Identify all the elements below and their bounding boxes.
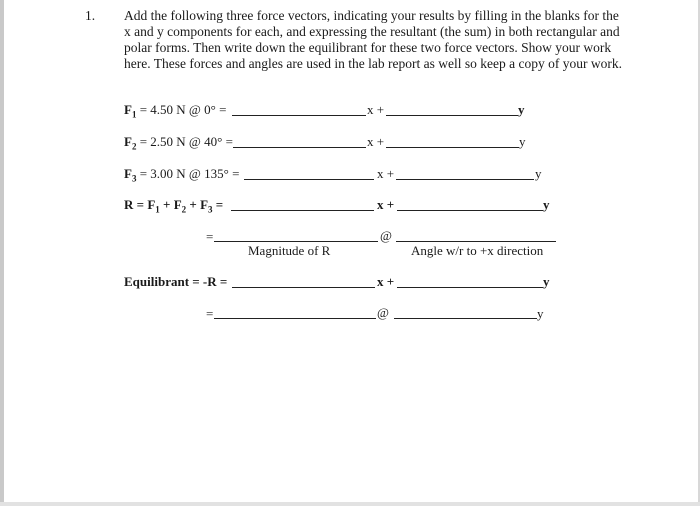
resultant-angle-blank[interactable] [396,241,556,242]
x-plus-label: x + [367,134,385,149]
equilibrant-y-blank[interactable] [397,287,543,288]
equilibrant-magnitude-blank[interactable] [214,318,376,319]
at-symbol: @ [377,305,389,320]
polar-equals: = [206,229,214,244]
resultant-label: $R = F_1 + F_2 + F_3$ = [124,197,224,215]
force-2-y-blank[interactable] [386,147,519,148]
y-label: y [535,166,542,181]
y-label: y [543,197,550,212]
x-plus-label: x + [377,197,395,212]
force-2-x-blank[interactable] [233,147,366,148]
polar-equals: = [206,306,214,321]
angle-label: Angle w/r to +x direction [411,243,544,258]
x-plus-label: x + [377,274,395,289]
force-1-x-blank[interactable] [232,115,366,116]
resultant-y-blank[interactable] [397,210,543,211]
force-1-y-blank[interactable] [386,115,518,116]
equilibrant-x-blank[interactable] [232,287,375,288]
question-text: Add the following three force vectors, indicating your results by filling in the blanks for the x and y components for each, and expressing the resultant (the sum) in both rectangular and polar forms. Then write down the equilibrant for these two force vectors. Show your work here. These forces and angles are used in the lab report as well so keep a copy of your work. [124,8,622,71]
x-plus-label: x + [377,166,395,181]
x-plus-label: x + [367,102,385,117]
force-2-label: $F_2 = 2.50$ N @ 40° = [124,134,233,152]
at-symbol: @ [380,228,392,243]
question-number: 1. [85,8,96,23]
resultant-x-blank[interactable] [231,210,374,211]
resultant-magnitude-blank[interactable] [214,241,378,242]
equilibrant-angle-blank[interactable] [394,318,537,319]
y-label: y [519,134,526,149]
y-label: y [537,306,544,321]
force-3-y-blank[interactable] [396,179,534,180]
y-label: y [518,102,525,117]
equilibrant-label: Equilibrant = -R = [124,274,228,289]
force-3-x-blank[interactable] [244,179,374,180]
page-edge [0,502,700,506]
page-edge [0,0,4,506]
force-3-label: $F_3 = 3.00$ N @ 135° = [124,166,240,184]
magnitude-label: Magnitude of R [248,243,331,258]
y-label: y [543,274,550,289]
force-1-label: $F_1 = 4.50$ N @ 0° = [124,102,227,120]
